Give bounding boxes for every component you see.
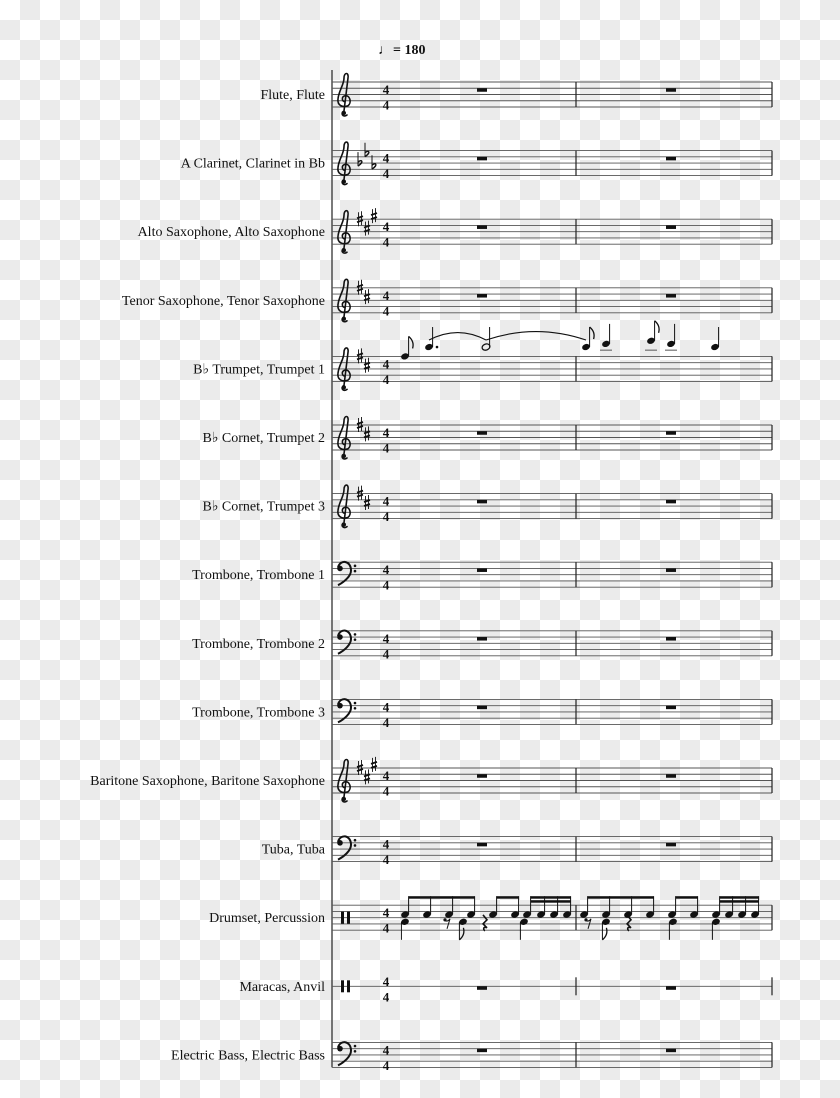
treble-clef-dot xyxy=(342,317,346,321)
sharp-stroke xyxy=(357,422,363,424)
sharp-icon xyxy=(357,348,363,363)
time-signature-top: 4 xyxy=(382,630,390,646)
whole-rest xyxy=(666,1049,676,1053)
instrument-label: B♭ Cornet, Trumpet 2 xyxy=(202,431,325,446)
treble-clef-dot xyxy=(342,454,346,458)
time-signature-bottom: 4 xyxy=(382,1057,390,1073)
sharp-icon xyxy=(357,211,363,226)
time-signature-bottom: 4 xyxy=(382,371,390,387)
time-signature-top: 4 xyxy=(382,562,390,578)
bass-clef-icon xyxy=(337,1042,356,1065)
treble-clef-dot xyxy=(342,797,346,801)
time-signature-top: 4 xyxy=(382,219,390,235)
whole-rest xyxy=(666,986,676,990)
flat-icon xyxy=(358,152,362,166)
sharp-icon xyxy=(364,221,370,236)
beam xyxy=(531,900,571,903)
staff-11 xyxy=(90,757,772,802)
whole-rest xyxy=(477,157,487,161)
time-signature-top: 4 xyxy=(382,493,390,509)
sharp-icon xyxy=(364,358,370,373)
time-signature-top: 4 xyxy=(382,150,390,166)
whole-rest xyxy=(477,843,487,847)
whole-rest xyxy=(666,843,676,847)
staff-2 xyxy=(181,142,772,184)
time-signature-top: 4 xyxy=(382,973,390,989)
bass-clef-dot xyxy=(354,570,357,573)
time-signature-top: 4 xyxy=(382,699,390,715)
whole-rest xyxy=(477,568,487,572)
whole-rest xyxy=(477,88,487,92)
treble-clef-dot xyxy=(342,523,346,527)
sharp-stroke xyxy=(357,426,363,428)
flat-stroke xyxy=(372,164,376,169)
bass-clef-dot xyxy=(354,565,357,568)
percussion-clef-bar xyxy=(347,912,350,924)
bass-clef-dot xyxy=(354,702,357,705)
staff-13 xyxy=(209,896,772,940)
instrument-label: Tuba, Tuba xyxy=(261,842,325,858)
sharp-stroke xyxy=(357,289,363,291)
treble-clef-dot xyxy=(342,248,346,252)
treble-clef-dot xyxy=(342,111,346,115)
whole-rest xyxy=(477,637,487,641)
instrument-label: Flute, Flute xyxy=(260,88,325,103)
staves xyxy=(90,70,772,1073)
whole-rest xyxy=(666,568,676,572)
bass-clef-curve xyxy=(338,562,351,585)
staff-3 xyxy=(138,208,772,253)
beam xyxy=(497,896,519,899)
bass-clef-icon xyxy=(337,631,356,654)
bass-clef-dot xyxy=(354,844,357,847)
bass-clef-curve xyxy=(338,631,351,654)
whole-rest xyxy=(477,294,487,298)
time-signature-bottom: 4 xyxy=(382,783,390,799)
staff-10 xyxy=(192,699,772,730)
bass-clef-curve xyxy=(338,699,351,722)
bass-clef-dot xyxy=(354,633,357,636)
whole-rest xyxy=(477,986,487,990)
sharp-stroke xyxy=(371,213,377,215)
whole-rest xyxy=(477,774,487,778)
sharp-icon xyxy=(364,289,370,304)
staff-1 xyxy=(260,74,772,116)
time-signature-bottom: 4 xyxy=(382,509,390,525)
staff-5 xyxy=(193,321,772,391)
staff-6 xyxy=(202,417,772,459)
bass-clef-icon xyxy=(337,699,356,722)
bass-clef-curve xyxy=(338,836,351,859)
sharp-stroke xyxy=(357,353,363,355)
whole-rest xyxy=(666,88,676,92)
time-signature-bottom: 4 xyxy=(382,577,390,593)
tempo-text: = 180 xyxy=(393,43,426,58)
whole-rest xyxy=(477,225,487,229)
flat-stroke xyxy=(365,151,369,156)
quarter-note-icon: ♩ xyxy=(378,43,392,58)
quarter-rest-icon xyxy=(483,915,487,931)
percussion-clef-bar xyxy=(341,980,344,992)
bass-clef-curve xyxy=(338,1042,351,1065)
staff-9 xyxy=(192,631,772,662)
whole-rest xyxy=(477,1049,487,1053)
instrument-label: Trombone, Trombone 3 xyxy=(192,705,325,721)
whole-rest xyxy=(666,431,676,435)
note-flag xyxy=(655,321,660,333)
bass-clef-dot xyxy=(354,638,357,641)
time-signature-top: 4 xyxy=(382,287,390,303)
whole-rest xyxy=(477,706,487,710)
instrument-label: B♭ Trumpet, Trumpet 1 xyxy=(193,362,325,378)
instrument-label: Maracas, Anvil xyxy=(239,979,325,995)
instrument-label: Tenor Saxophone, Tenor Saxophone xyxy=(121,293,325,309)
sharp-icon xyxy=(371,208,377,223)
bass-clef-dot xyxy=(354,839,357,842)
instrument-label: B♭ Cornet, Trumpet 3 xyxy=(202,499,325,515)
flat-icon xyxy=(372,155,376,169)
beam xyxy=(676,896,698,899)
sharp-stroke xyxy=(371,762,377,764)
sharp-icon xyxy=(364,426,370,441)
time-signature-bottom: 4 xyxy=(382,989,390,1005)
whole-rest xyxy=(477,431,487,435)
staff-12 xyxy=(262,836,772,867)
staff-4 xyxy=(122,279,772,321)
sharp-stroke xyxy=(357,285,363,287)
sharp-icon xyxy=(364,769,370,784)
note-flag xyxy=(409,336,414,348)
sharp-icon xyxy=(357,280,363,295)
whole-rest xyxy=(477,500,487,504)
staff-15 xyxy=(171,1042,772,1073)
treble-clef-dot xyxy=(342,180,346,184)
note-flag xyxy=(590,327,595,339)
whole-rest xyxy=(666,774,676,778)
tempo-marking xyxy=(378,43,425,58)
bass-clef-dot xyxy=(354,1045,357,1048)
bass-clef-icon xyxy=(337,836,356,859)
bass-clef-dot xyxy=(354,1050,357,1053)
instrument-label: Electric Bass, Electric Bass xyxy=(171,1048,325,1064)
beam xyxy=(720,896,759,899)
time-signature-bottom: 4 xyxy=(382,920,390,936)
beam xyxy=(409,896,475,899)
instrument-label: Alto Saxophone, Alto Saxophone xyxy=(137,225,325,241)
sharp-stroke xyxy=(357,769,363,771)
whole-rest xyxy=(666,225,676,229)
time-signature-top: 4 xyxy=(382,1042,390,1058)
sharp-icon xyxy=(364,495,370,510)
staff-7 xyxy=(202,485,772,527)
sharp-stroke xyxy=(357,216,363,218)
time-signature-bottom: 4 xyxy=(382,714,390,730)
beam xyxy=(531,896,571,899)
whole-rest xyxy=(666,157,676,161)
instrument-label: Baritone Saxophone, Baritone Saxophone xyxy=(90,774,325,789)
note-flag xyxy=(459,928,464,940)
percussion-clef-bar xyxy=(341,912,344,924)
sharp-stroke xyxy=(357,495,363,497)
flat-icon xyxy=(365,143,369,157)
note-flag xyxy=(602,928,607,940)
sharp-icon xyxy=(357,486,363,501)
sharp-stroke xyxy=(357,357,363,359)
time-signature-bottom: 4 xyxy=(382,440,390,456)
sharp-icon xyxy=(357,760,363,775)
time-signature-bottom: 4 xyxy=(382,646,390,662)
time-signature-bottom: 4 xyxy=(382,166,390,182)
treble-clef-dot xyxy=(342,385,346,389)
time-signature-bottom: 4 xyxy=(382,852,390,868)
staff-14 xyxy=(239,974,772,1005)
time-signature-top: 4 xyxy=(382,82,390,97)
time-signature-bottom: 4 xyxy=(382,234,390,250)
sharp-icon xyxy=(371,757,377,772)
instrument-label: Trombone, Trombone 1 xyxy=(192,568,325,584)
whole-rest xyxy=(666,637,676,641)
sharp-stroke xyxy=(357,491,363,493)
sharp-stroke xyxy=(357,220,363,222)
percussion-clef-bar xyxy=(347,980,350,992)
time-signature-top: 4 xyxy=(382,768,390,783)
time-signature-top: 4 xyxy=(382,905,390,921)
instrument-label: A Clarinet, Clarinet in Bb xyxy=(180,156,325,172)
time-signature-bottom: 4 xyxy=(382,303,390,319)
time-signature-top: 4 xyxy=(382,425,390,440)
instrument-label: Trombone, Trombone 2 xyxy=(192,636,325,652)
tie xyxy=(429,333,486,341)
time-signature-top: 4 xyxy=(382,356,390,372)
beam xyxy=(588,896,654,899)
sharp-stroke xyxy=(357,765,363,767)
beam xyxy=(720,900,759,903)
bass-clef-icon xyxy=(337,562,356,585)
dot xyxy=(436,346,439,349)
instrument-label: Drumset, Percussion xyxy=(209,911,325,927)
time-signature-bottom: 4 xyxy=(382,97,390,113)
whole-rest xyxy=(666,500,676,504)
whole-rest xyxy=(666,706,676,710)
tie xyxy=(486,332,586,341)
bass-clef-dot xyxy=(354,707,357,710)
whole-rest xyxy=(666,294,676,298)
sharp-icon xyxy=(357,417,363,432)
staff-8 xyxy=(192,562,772,593)
time-signature-top: 4 xyxy=(382,836,390,852)
